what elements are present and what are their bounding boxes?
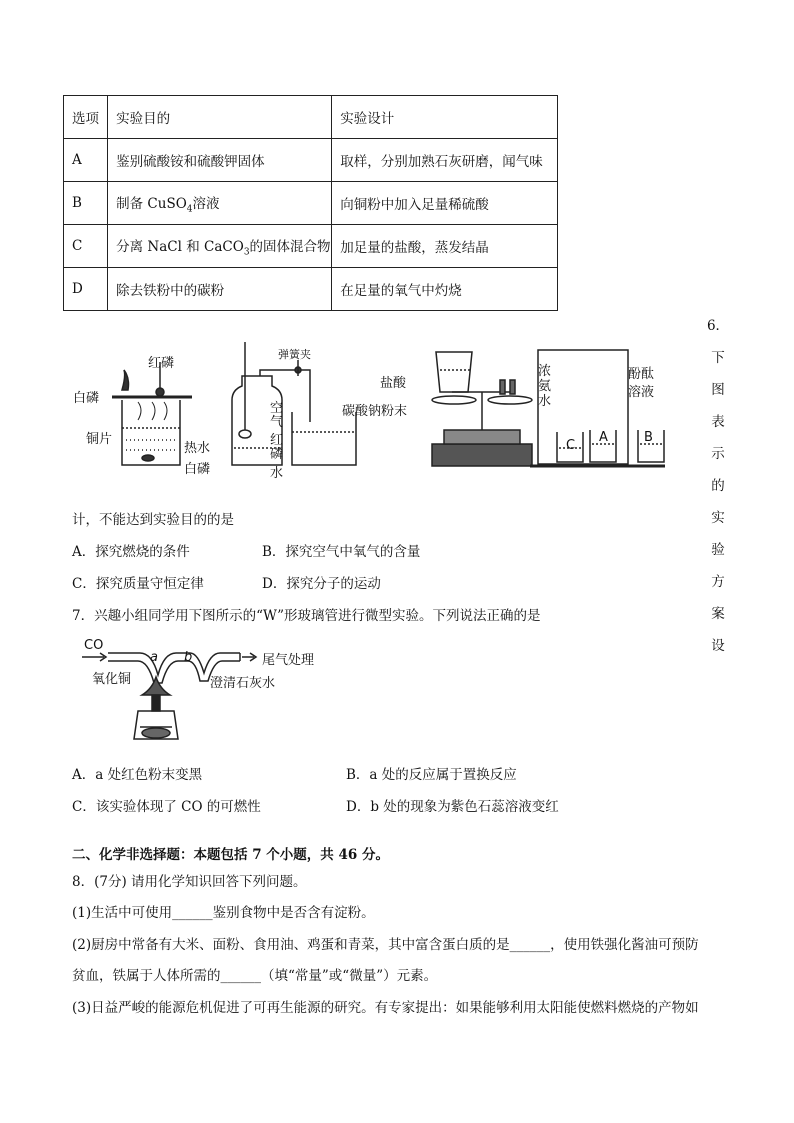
label-white-phosphorus-2: 白磷	[184, 462, 211, 477]
label-red-phosphorus-2: 红磷	[270, 433, 284, 462]
table-cell: 除去铁粉中的碳粉	[108, 268, 332, 311]
q6-vertical-line: 图表	[711, 382, 725, 430]
q6-vertical-line: 设	[711, 638, 725, 654]
table-row	[64, 139, 558, 182]
q6-option-c: C．探究质量守恒定律	[72, 576, 204, 592]
label-water: 水	[270, 466, 284, 481]
q6-vertical-line: 6．下	[706, 318, 730, 366]
table-cell: 加足量的盐酸，蒸发结晶	[332, 225, 558, 268]
section-heading: 二、化学非选择题：本题包括 7 个小题，共 46 分。	[72, 847, 389, 863]
q7-w-tube-figure	[80, 635, 280, 750]
label-copper-oxide: 氧化铜	[92, 672, 132, 687]
label-phenolphthalein: 酚酞溶液	[628, 367, 655, 400]
table-cell: 向铜粉中加入足量稀硫酸	[332, 182, 558, 225]
label-hydrochloric-acid: 盐酸	[380, 376, 407, 391]
table-cell: A	[64, 139, 108, 182]
label-red-phosphorus: 红磷	[148, 356, 175, 371]
label-beaker-b: B	[644, 430, 653, 445]
label-point-a: a	[150, 650, 158, 665]
q8-part1: (1)生活中可使用______鉴别食物中是否含有淀粉。	[72, 905, 375, 921]
formula-text: 溶液	[192, 195, 220, 212]
subscript: 4	[186, 204, 193, 215]
label-beaker-a: A	[599, 430, 608, 445]
q7-option-c: C．该实验体现了 CO 的可燃性	[72, 799, 261, 815]
q7-stem: 7．兴趣小组同学用下图所示的“W”形玻璃管进行微型实验。下列说法正确的是	[72, 608, 541, 624]
q7-option-d: D．b 处的现象为紫色石蕊溶液变红	[346, 799, 559, 815]
q8-part2-line1: (2)厨房中常备有大米、面粉、食用油、鸡蛋和青菜，其中富含蛋白质的是______，使用铁强化酱油可预防	[72, 937, 699, 953]
table-header-cell: 实验目的	[108, 96, 332, 139]
table-cell: B	[64, 182, 108, 225]
formula-text: 制备 CuSO	[116, 195, 187, 212]
q8-part2-line2: 贫血，铁属于人体所需的______（填“常量”或“微量”）元素。	[72, 968, 438, 984]
q6-vertical-line: 方案	[711, 574, 725, 622]
label-spring-clamp: 弹簧夹	[278, 348, 311, 361]
q6-option-b: B．探究空气中氧气的含量	[262, 544, 421, 560]
q6-option-d: D．探究分子的运动	[262, 576, 381, 592]
q6-stem-continuation: 计，不能达到实验目的的是	[72, 512, 234, 528]
q6-vertical-line: 实验	[711, 510, 725, 558]
options-table	[63, 95, 558, 311]
label-copper-sheet: 铜片	[86, 432, 113, 447]
label-co: CO	[84, 638, 104, 653]
q6-vertical-line: 示的	[711, 446, 725, 494]
table-cell: D	[64, 268, 108, 311]
table-row	[64, 225, 558, 268]
table-cell: 鉴别硫酸铵和硫酸钾固体	[108, 139, 332, 182]
table-header-cell: 选项	[64, 96, 108, 139]
q8-stem: 8．(7分) 请用化学知识回答下列问题。	[72, 874, 307, 890]
formula-text: 的固体混合物	[249, 238, 331, 255]
q6-option-a: A．探究燃烧的条件	[72, 544, 190, 560]
label-white-phosphorus: 白磷	[73, 391, 100, 406]
formula-text: 分离 NaCl 和 CaCO	[116, 238, 244, 255]
label-limewater: 澄清石灰水	[210, 676, 276, 691]
q7-option-a: A．a 处红色粉末变黑	[72, 767, 203, 783]
table-cell: C	[64, 225, 108, 268]
table-cell	[108, 182, 332, 225]
table-cell	[108, 225, 332, 268]
table-row	[64, 268, 558, 311]
label-air: 空气	[270, 401, 284, 430]
label-point-b: b	[184, 650, 193, 665]
table-cell: 取样，分别加熟石灰研磨，闻气味	[332, 139, 558, 182]
table-header-cell: 实验设计	[332, 96, 558, 139]
label-tail-gas: 尾气处理	[262, 653, 315, 668]
table-row	[64, 182, 558, 225]
table-cell: 在足量的氧气中灼烧	[332, 268, 558, 311]
q7-option-b: B．a 处的反应属于置换反应	[346, 767, 517, 783]
figure-combustion	[112, 362, 192, 465]
q6-vertical-stem	[706, 310, 730, 662]
q8-part3: (3)日益严峻的能源危机促进了可再生能源的研究。有专家提出：如果能够利用太阳能使燃料燃烧的产物如	[72, 1000, 699, 1016]
label-sodium-carbonate: 碳酸钠粉末	[342, 404, 408, 419]
subscript: 3	[243, 247, 250, 258]
label-ammonia: 浓氨水	[538, 364, 552, 409]
label-beaker-c: C	[566, 438, 576, 453]
figure-balance	[432, 352, 532, 466]
label-hot-water: 热水	[184, 441, 211, 456]
table-header-row	[64, 96, 558, 139]
